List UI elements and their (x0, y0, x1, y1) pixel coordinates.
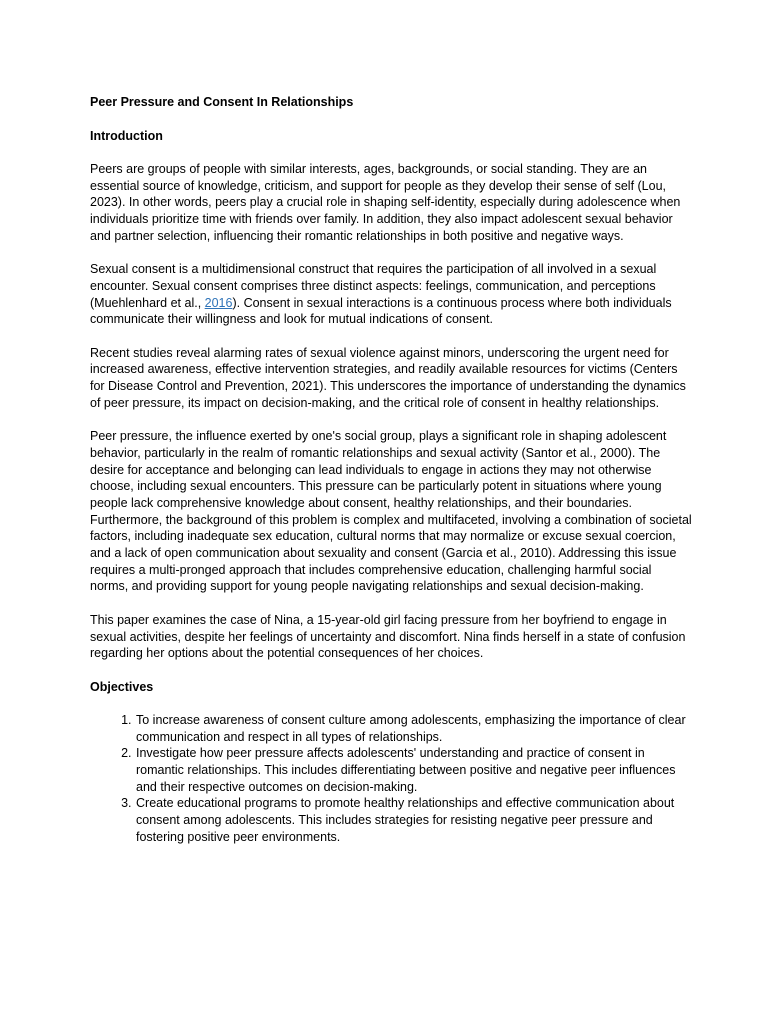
paragraph-text: Sexual consent is a multidimensional construct that requires the participation of all involved in a sexual encounter. Sexual consent comprises three distinct aspects: feelings, communication, and perceptions (Muehlenhard et al., (90, 262, 657, 310)
objective-item: 1. To increase awareness of consent culture among adolescents, emphasizing the importance of clear communication and respect in all types of relationships. (135, 712, 692, 745)
document-title: Peer Pressure and Consent In Relationships (90, 95, 354, 109)
paragraph-text: ). Consent in sexual interactions is a continuous process where both individuals communicate their willingness and look for mutual indications of consent. (90, 295, 672, 327)
paragraph-sexual-consent (90, 261, 692, 328)
citation-link-2016[interactable]: 2016 (204, 295, 233, 310)
introduction-heading: Introduction (90, 128, 163, 143)
objectives-heading: Objectives (90, 679, 154, 694)
paragraph-recent-studies: Recent studies reveal alarming rates of sexual violence against minors, underscoring the urgent need for increased awareness, effective intervention strategies, and readily available resources for victims (Centers for Disease Control and Prevention, 2021). This underscores the importance of understanding the dynamics of peer pressure, its impact on decision-making, and the critical role of consent in healthy relationships. (90, 345, 686, 410)
paragraph-peers-definition: Peers are groups of people with similar interests, ages, backgrounds, or social standing. They are an essential source of knowledge, criticism, and support for people as they develop their sense of self (Lou, 2023). In other words, peers play a crucial role in shaping self-identity, especially during adolescence when individuals prioritize time with friends over family. In addition, they also impact adolescent sexual behavior and partner selection, influencing their romantic relationships in both positive and negative ways. (90, 161, 681, 243)
paragraph-nina-case: This paper examines the case of Nina, a 15-year-old girl facing pressure from her boyfriend to engage in sexual activities, despite her feelings of uncertainty and discomfort. Nina finds herself in a state of confusion regarding her options about the potential consequences of her choices. (90, 612, 686, 661)
paragraph-peer-pressure: Peer pressure, the influence exerted by one's social group, plays a significant role in shaping adolescent behavior, particularly in the realm of romantic relationships and sexual activity (Santor et al., 2000). The desire for acceptance and belonging can lead individuals to engage in actions they may not otherwise choose, including sexual encounters. This pressure can be particularly potent in situations where young people lack comprehensive knowledge about consent, healthy relationships, and their boundaries. Furthermore, the background of this problem is complex and multifaceted, involving a combination of societal factors, including inadequate sex education, cultural norms that may normalize or excuse sexual coercion, and a lack of open communication about sexuality and consent (Garcia et al., 2010). Addressing this issue requires a multi-pronged approach that includes comprehensive education, challenging harmful social norms, and providing support for young people navigating relationships and sexual decision-making. (90, 429, 692, 594)
objectives-list (90, 712, 692, 846)
objective-item: 2. Investigate how peer pressure affects adolescents' understanding and practice of consent in romantic relationships. This includes differentiating between positive and negative peer influences and their respective outcomes on decision-making. (135, 745, 692, 795)
objective-item: 3. Create educational programs to promote healthy relationships and effective communication about consent among adolescents. This includes strategies for resisting negative peer pressure and fostering positive peer environments. (135, 795, 692, 845)
